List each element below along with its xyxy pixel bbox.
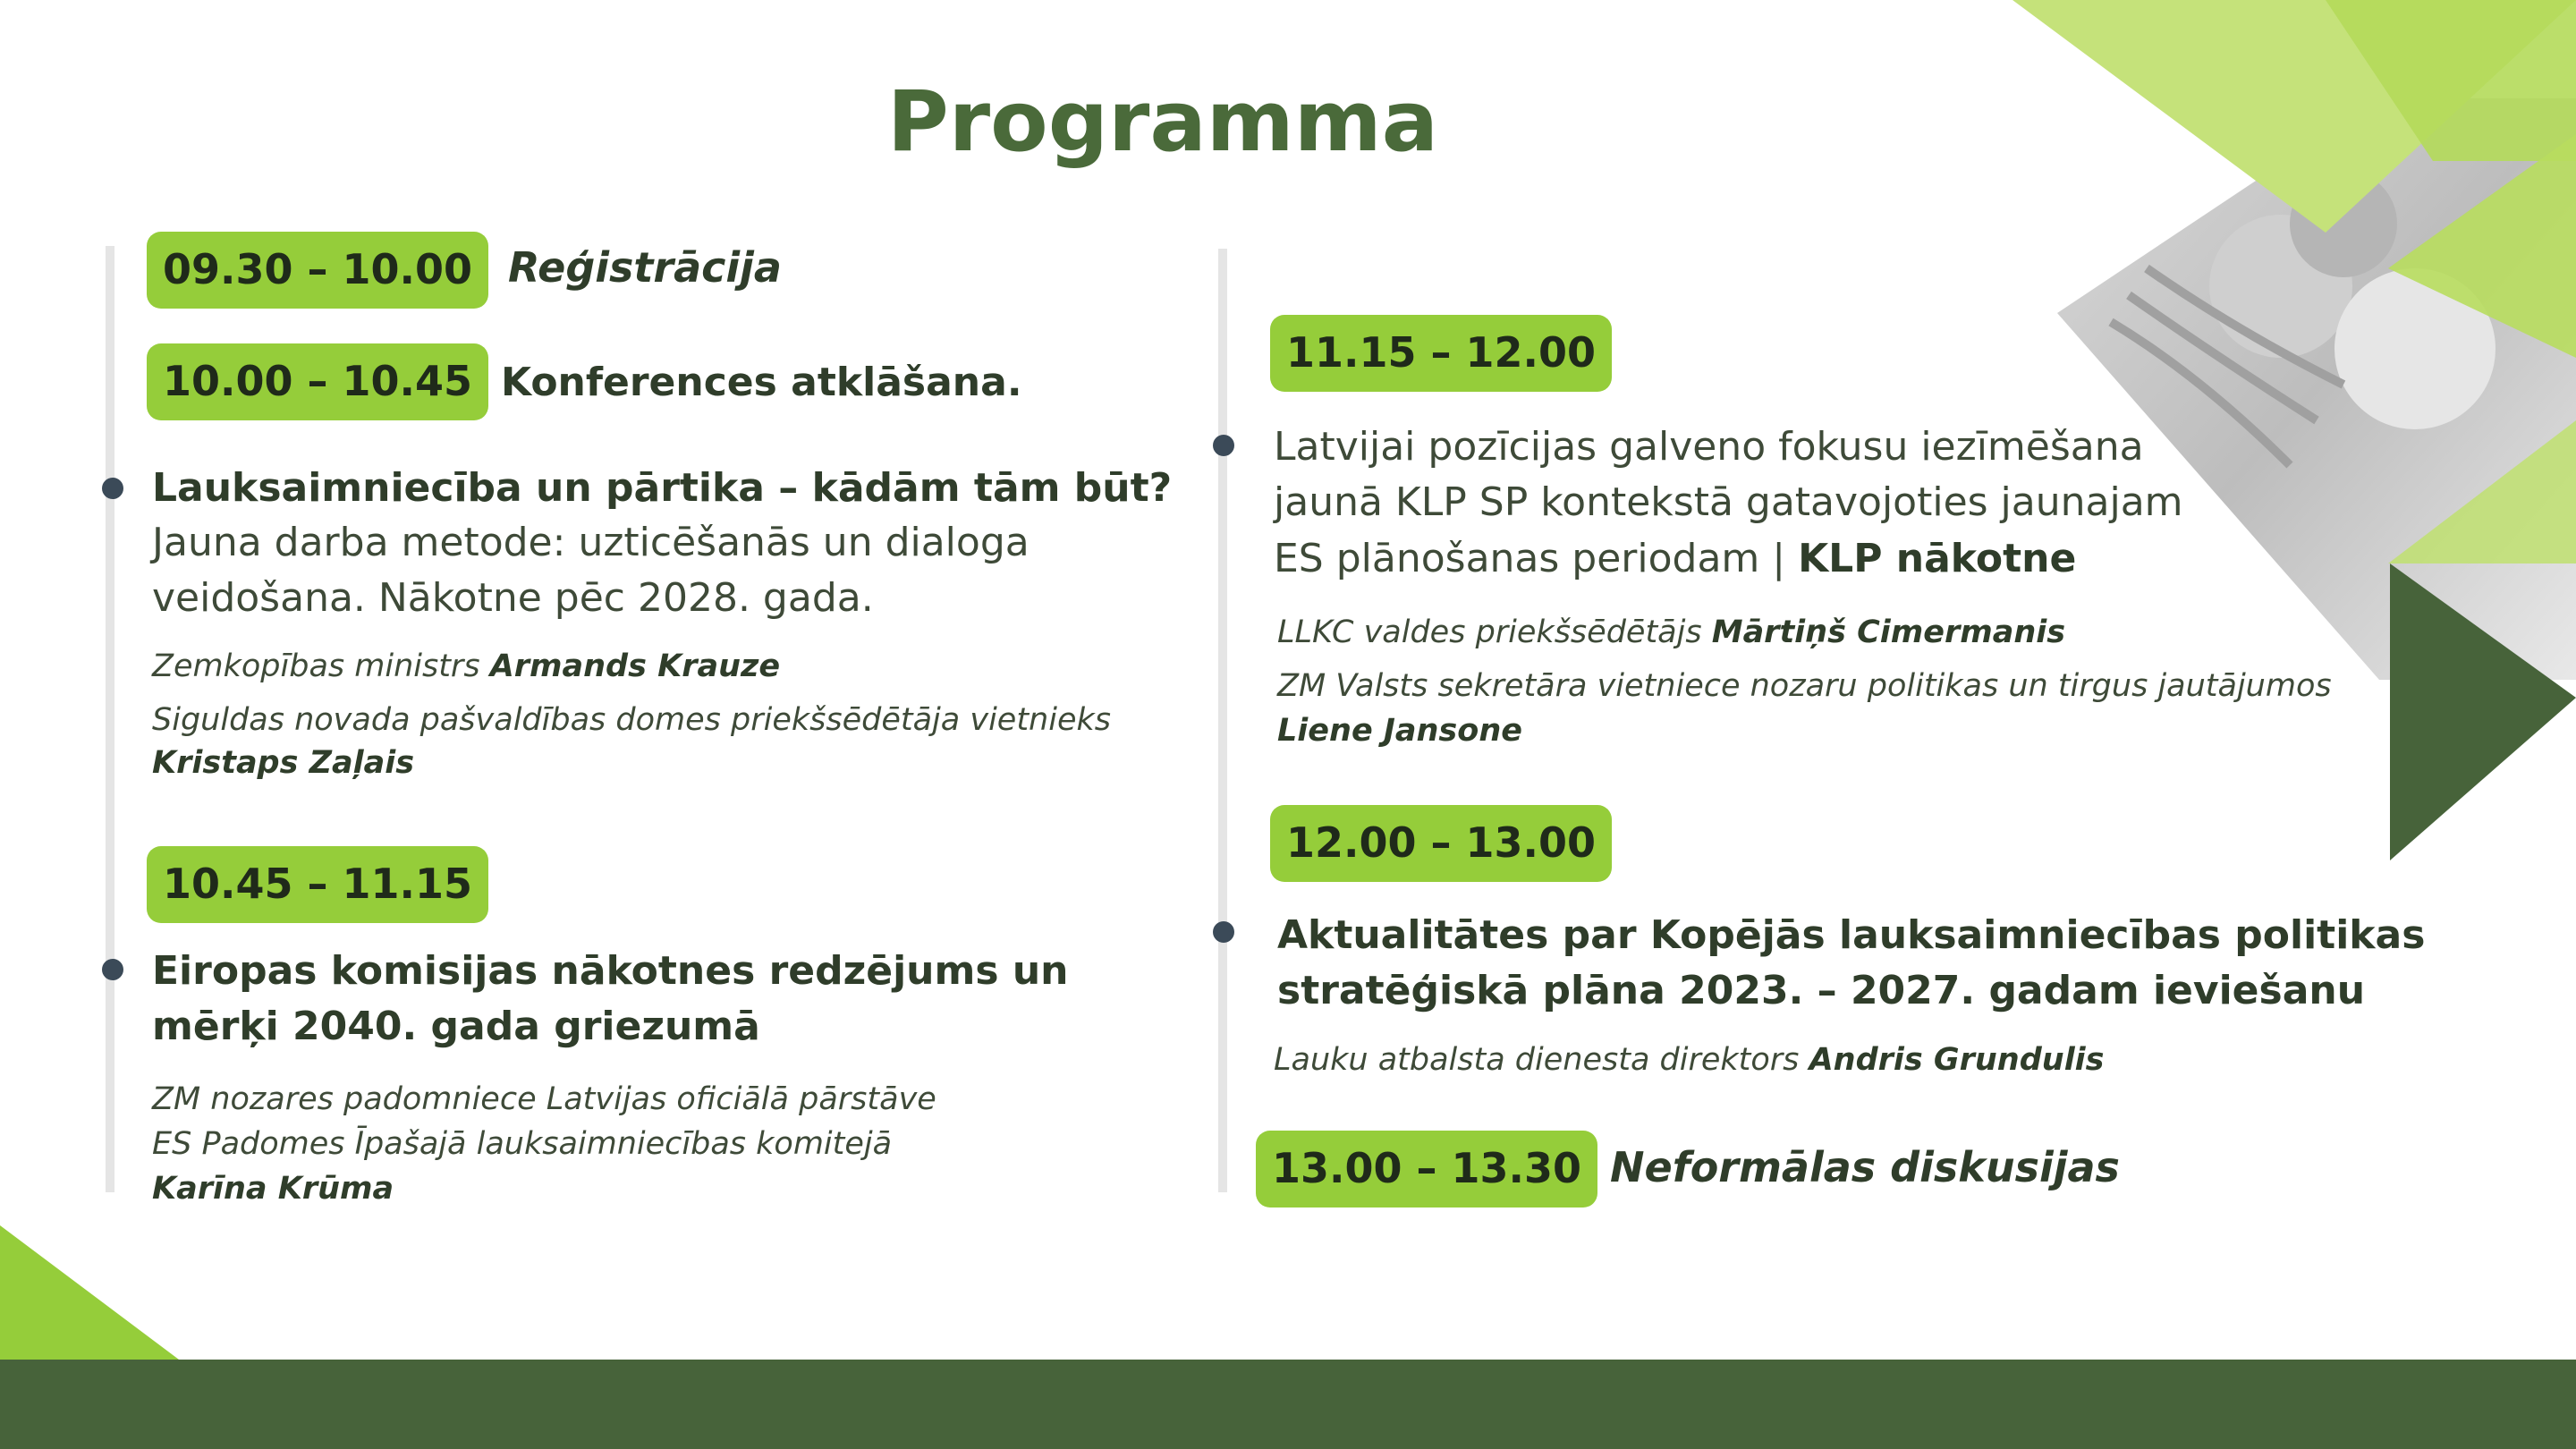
registration-label: Reģistrācija [508, 243, 782, 292]
speaker-role: Zemkopības ministrs [152, 648, 480, 684]
speaker-role: ES Padomes Īpašajā lauksaimniecības komitejā [152, 1126, 893, 1162]
footer-bar [0, 1360, 2576, 1449]
block-text-line [1274, 530, 2076, 587]
block-text-line: Latvijai pozīcijas galveno fokusu iezīmēšana [1274, 424, 2144, 470]
speaker-name [152, 741, 414, 785]
block-heading: Aktualitātes par Kopējās lauksaimniecības politikas [1277, 912, 2426, 958]
speaker-name-text: Karīna Krūma [152, 1171, 394, 1207]
speaker-name: Andris Grundulis [1809, 1042, 2105, 1078]
line-bold: KLP nākotne [1798, 536, 2077, 581]
bullet-dot [102, 959, 123, 980]
speaker-line [1274, 1038, 2105, 1082]
block-text-line: Jauna darba metode: uzticēšanās un dialoga [152, 520, 1030, 565]
time-badge-ec-vision: 10.45 – 11.15 [147, 846, 488, 923]
bullet-dot [1213, 921, 1234, 943]
right-timeline-line [1218, 249, 1227, 1192]
bottom-left-triangle [0, 1225, 179, 1360]
speaker-name: Armands Krauze [489, 648, 781, 684]
speaker-role: ZM nozares padomniece Latvijas oficiālā pārstāve [152, 1081, 936, 1117]
speaker-role: ZM Valsts sekretāra vietniece nozaru politikas un tirgus jautājumos [1277, 668, 2332, 704]
block-heading: Lauksaimniecība un pārtika – kādām tām būt? [152, 465, 1173, 511]
block-text-line: jaunā KLP SP kontekstā gatavojoties jaunajam [1274, 479, 2183, 525]
line-prefix: ES plānošanas periodam | [1274, 536, 1799, 581]
speaker-role: Lauku atbalsta dienesta direktors [1274, 1042, 1800, 1078]
speaker-name [1277, 708, 1522, 753]
opening-label: Konferences atklāšana. [501, 360, 1022, 405]
speaker-name-text: Liene Jansone [1277, 713, 1522, 749]
time-badge-registration: 09.30 – 10.00 [147, 232, 488, 309]
speaker-role: Siguldas novada pašvaldības domes priekšsēdētāja vietnieks [152, 702, 1111, 738]
bullet-dot [102, 478, 123, 499]
speaker-name: Mārtiņš Cimermanis [1711, 614, 2066, 650]
time-badge-cap-plan: 12.00 – 13.00 [1270, 805, 1612, 882]
block-heading: mērķi 2040. gada griezumā [152, 1004, 760, 1049]
bullet-dot [1213, 435, 1234, 456]
block-heading: stratēģiskā plāna 2023. – 2027. gadam ieviešanu [1277, 968, 2366, 1013]
speaker-line [152, 644, 780, 689]
speaker-line [1277, 610, 2065, 655]
time-badge-opening: 10.00 – 10.45 [147, 343, 488, 420]
time-badge-klp-future: 11.15 – 12.00 [1270, 315, 1612, 392]
speaker-role: LLKC valdes priekšsēdētājs [1277, 614, 1702, 650]
speaker-name [152, 1166, 394, 1211]
speaker-name-text: Kristaps Zaļais [152, 745, 415, 781]
block-heading: Eiropas komisijas nākotnes redzējums un [152, 948, 1069, 994]
left-timeline-line [106, 246, 114, 1192]
discussion-label: Neformālas diskusijas [1610, 1143, 2120, 1191]
time-badge-discussion: 13.00 – 13.30 [1256, 1131, 1597, 1208]
block-text-line: veidošana. Nākotne pēc 2028. gada. [152, 575, 874, 621]
page-title: Programma [886, 73, 1439, 171]
